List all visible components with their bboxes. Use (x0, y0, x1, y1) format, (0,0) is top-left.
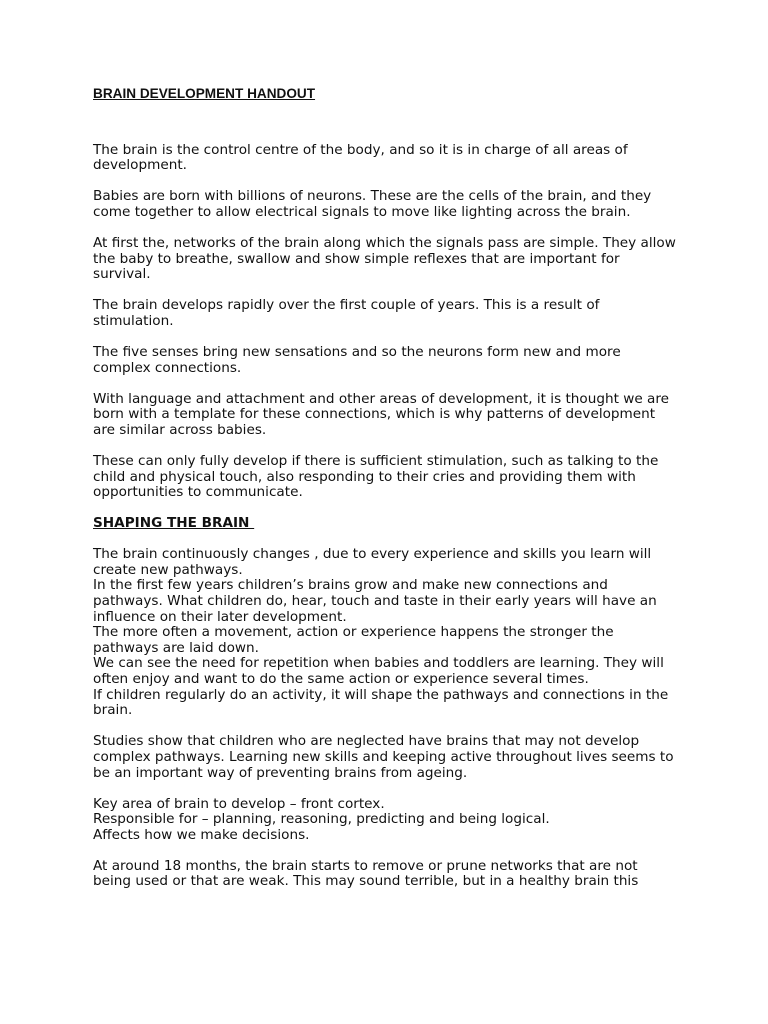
key-area-section (93, 797, 678, 844)
intro-paragraph-6: With language and attachment and other areas of development, it is thought we are born with a template for these connections, which is why patterns of development are similar across babies. (93, 390, 670, 438)
intro-paragraph-3: At first the, networks of the brain along which the signals pass are simple. They allow the baby to breathe, swallow and show simple reflexes that are important for survival. (93, 234, 676, 283)
intro-paragraph-1: The brain is the control centre of the body, and so it is in charge of all areas of development. (93, 141, 628, 174)
intro-paragraph-5: The five senses bring new sensations and so the neurons form new and more complex connections. (93, 343, 621, 376)
document-title: BRAIN DEVELOPMENT HANDOUT (93, 86, 316, 101)
key-area-line-2: Responsible for – planning, reasoning, predicting and being logical. (93, 811, 550, 828)
studies-paragraph: Studies show that children who are neglected have brains that may not develop complex pathways. Learning new skills and keeping active throughout lives seems to be an important way of preventing brains from ageing. (93, 733, 674, 781)
shaping-line-5: If children regularly do an activity, it will shape the pathways and connections in the brain. (93, 686, 669, 719)
shaping-line-2: In the first few years children’s brains grow and make new connections and pathways. What children do, hear, touch and taste in their early years will have an influence on their later development. (93, 577, 657, 625)
document-body (93, 86, 678, 906)
final-paragraph: At around 18 months, the brain starts to remove or prune networks that are not being used or that are weak. This may sound terrible, but in a healthy brain this (93, 857, 639, 890)
key-area-line-3: Affects how we make decisions. (93, 826, 310, 843)
intro-paragraph-2: Babies are born with billions of neurons. These are the cells of the brain, and they come together to allow electrical signals to move like lighting across the brain. (93, 188, 652, 220)
shaping-line-3: The more often a movement, action or experience happens the stronger the pathways are laid down. (93, 624, 614, 656)
shaping-line-1: The brain continuously changes , due to every experience and skills you learn will create new pathways. (93, 546, 652, 578)
shaping-line-4: We can see the need for repetition when babies and toddlers are learning. They will often enjoy and want to do the same action or experience several times. (93, 655, 664, 688)
key-area-line-1: Key area of brain to develop – front cortex. (93, 795, 385, 812)
intro-paragraph-4: The brain develops rapidly over the first couple of years. This is a result of stimulation. (93, 297, 600, 329)
intro-paragraph-7: These can only fully develop if there is sufficient stimulation, such as talking to the child and physical touch, also responding to their cries and providing them with opportunities to communicate. (93, 452, 659, 501)
section-heading-shaping: SHAPING THE BRAIN (93, 515, 255, 532)
shaping-section (93, 547, 678, 719)
